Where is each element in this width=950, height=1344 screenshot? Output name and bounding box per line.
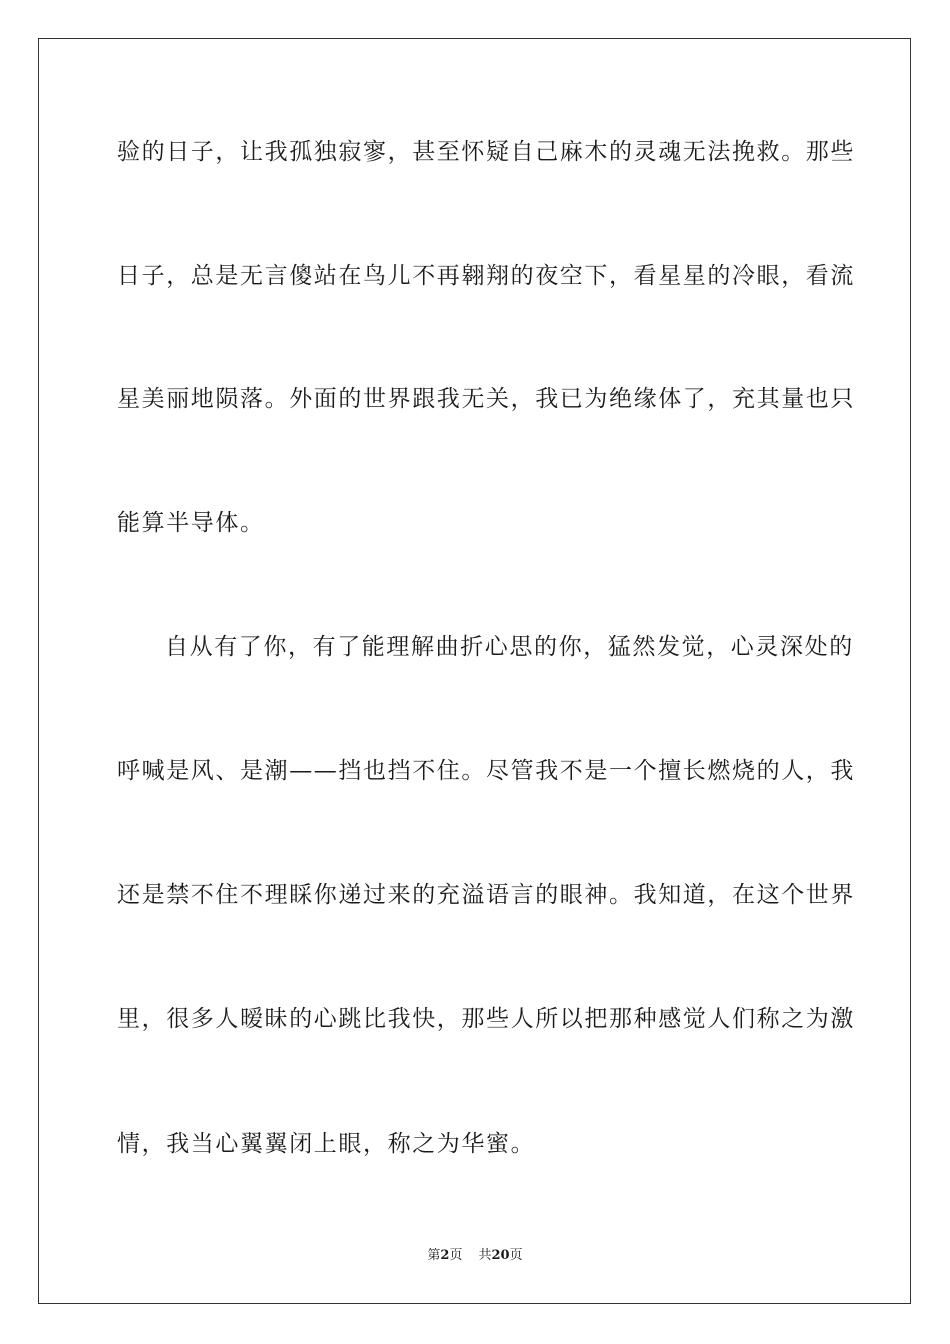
text-line-1: 验的日子，让我孤独寂寥，甚至怀疑自己麻木的灵魂无法挽救。那些 <box>117 139 855 165</box>
footer-total-prefix: 共 <box>478 1248 492 1263</box>
text-line-4: 能算半导体。 <box>117 510 265 536</box>
text-line-7: 还是禁不住不理睬你递过来的充溢语言的眼神。我知道，在这个世界 <box>117 882 855 908</box>
text-line-8: 里，很多人暧昧的心跳比我快，那些人所以把那种感觉人们称之为激 <box>117 1006 855 1032</box>
footer-page-prefix: 第 <box>427 1248 441 1263</box>
text-line-2: 日子，总是无言傻站在鸟儿不再翱翔的夜空下，看星星的冷眼，看流 <box>117 263 855 289</box>
text-line-9: 情，我当心翼翼闭上眼，称之为华蜜。 <box>117 1131 536 1157</box>
footer-page-number: 2 <box>440 1248 450 1263</box>
page-border <box>38 38 911 1304</box>
footer-total-pages: 20 <box>491 1248 510 1263</box>
text-line-6: 呼喊是风、是潮——挡也挡不住。尽管我不是一个擅长燃烧的人，我 <box>117 758 855 784</box>
text-line-3: 星美丽地陨落。外面的世界跟我无关，我已为绝缘体了，充其量也只 <box>117 386 855 412</box>
footer-page-suffix: 页 <box>449 1248 463 1263</box>
page-footer <box>0 1247 950 1265</box>
text-line-5-paragraph-start: 自从有了你，有了能理解曲折心思的你，猛然发觉，心灵深处的 <box>165 634 854 660</box>
footer-total-suffix: 页 <box>509 1248 523 1263</box>
